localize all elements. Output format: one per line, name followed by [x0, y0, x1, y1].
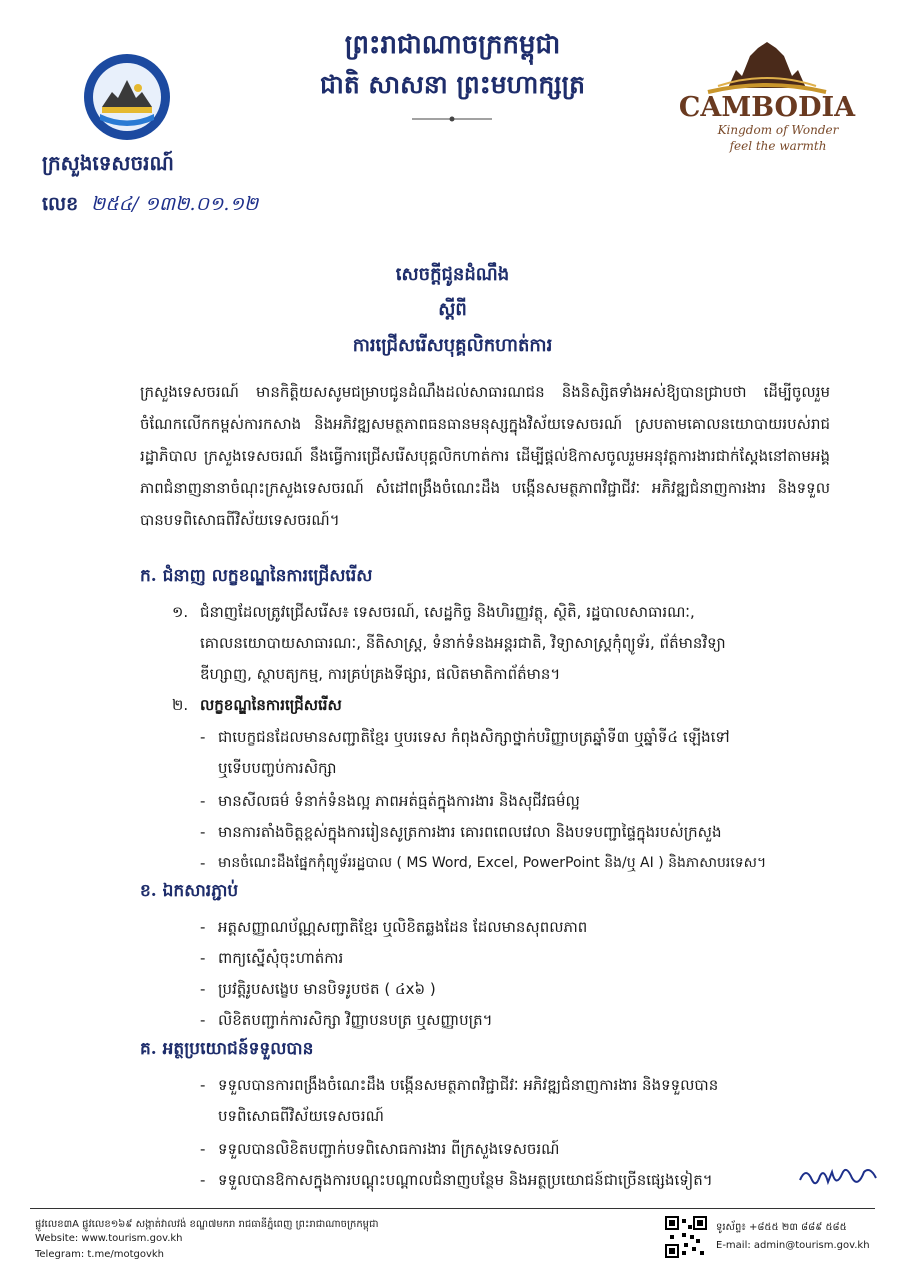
requirement-4: មានចំណេះដឹងផ្នែកកុំព្យូទ័ររដ្ឋបាល ( MS Word, Excel, PowerPoint និង/ឬ AI ) និងភាសាបរទេស។ — [218, 855, 767, 871]
document-3: ប្រវត្តិរូបសង្ខេប មានបិទរូបថត ( ៤x៦ ) — [218, 980, 436, 998]
skills-line-1: ជំនាញដែលត្រូវជ្រើសរើស៖ ទេសចរណ៍, សេដ្ឋកិច្ច និងហិរញ្ញវត្ថុ, ស្ថិតិ, រដ្ឋបាលសាធារណៈ, — [200, 603, 695, 621]
notice-subject: ការជ្រើសរើសបុគ្គលិកហាត់ការ — [352, 335, 553, 356]
intro-paragraph: ក្រសួងទេសចរណ៍ មានកិត្តិយសសូមជម្រាបជូនដំណឹងដល់សាធារណជន និងនិស្សិតទាំងអស់ឱ្យបានជ្រាបថា ដើម្បីចូលរួមចំណែកលើកកម្ពស់ការកសាង និងអភិវឌ្ឍសមត្ថភាពធនធានមនុស្សក្នុងវិស័យទេសចរណ៍ ស្របតាមគោលនយោបាយរបស់រាជរដ្ឋាភិបាល ក្រសួងទេសចរណ៍ នឹងធ្វើការជ្រើសរើសបុគ្គលិកហាត់ការ ដើម្បីផ្តល់ឱកាសចូលរួមអនុវត្តការងារជាក់ស្តែងនៅតាមអង្គភាពជំនាញនានាចំណុះក្រសួងទេសចរណ៍ សំដៅពង្រឹងចំណេះដឹង បង្កើនសមត្ថភាពវិជ្ជាជីវៈ អភិវឌ្ឍជំនាញការងារ និងទទួលបានបទពិសោធពីវិស័យទេសចរណ៍។ — [140, 383, 830, 529]
ministry-logo — [82, 52, 172, 142]
document-number-value: ២៥៤/ ១៣២.០១.១២ — [90, 193, 259, 215]
item-number: ១. — [172, 603, 189, 621]
footer-telegram[interactable]: Telegram: t.me/motgovkh — [35, 1249, 165, 1260]
national-motto: ជាតិ សាសនា ព្រះមហាក្សត្រ — [320, 70, 585, 99]
bullet-dash: - — [200, 1140, 206, 1158]
bullet-dash: - — [200, 792, 206, 810]
requirement-3: មានការតាំងចិត្តខ្ពស់ក្នុងការរៀនសូត្រការងារ គោរពពេលវេលា និងបទបញ្ជាផ្ទៃក្នុងរបស់ក្រសួង — [218, 823, 722, 841]
signature-mark — [796, 1158, 886, 1198]
requirement-1-line-1: ជាបេក្ខជនដែលមានសញ្ជាតិខ្មែរ ឬបរទេស កំពុងសិក្សាថ្នាក់បរិញ្ញាបត្រឆ្នាំទី៣ ឬឆ្នាំទី៤ ឡើងទៅ — [218, 728, 730, 746]
benefit-3: ទទួលបានឱកាសក្នុងការបណ្តុះបណ្តាលជំនាញបន្ថែម និងអត្ថប្រយោជន៍ជាច្រើនផ្សេងទៀត។ — [218, 1171, 713, 1189]
document-4: លិខិតបញ្ជាក់ការសិក្សា វិញ្ញាបនបត្រ ឬសញ្ញាបត្រ។ — [218, 1011, 493, 1029]
skills-line-2: គោលនយោបាយសាធារណៈ, នីតិសាស្ត្រ, ទំនាក់ទំនងអន្តរជាតិ, វិទ្យាសាស្ត្រកុំព្យូទ័រ, ព័ត៌មានវិទ្យា — [200, 634, 726, 652]
document-number — [42, 192, 258, 220]
bullet-dash: - — [200, 918, 206, 936]
bullet-dash: - — [200, 1171, 206, 1189]
notice-title: សេចក្តីជូនដំណឹង — [395, 264, 510, 285]
section-c-heading: គ. អត្ថប្រយោជន៍ទទួលបាន — [140, 1039, 314, 1059]
bullet-dash: - — [200, 949, 206, 967]
benefit-1-line-1: ទទួលបានការពង្រឹងចំណេះដឹង បង្កើនសមត្ថភាពវិជ្ជាជីវៈ អភិវឌ្ឍជំនាញការងារ និងទទួលបាន — [218, 1076, 719, 1094]
qr-code-icon — [664, 1215, 708, 1259]
skills-line-3: ឌីហ្សាញ, ស្ថាបត្យកម្ម, ការគ្រប់គ្រងទីផ្សារ, ផលិតមាតិកាព័ត៌មាន។ — [200, 665, 561, 683]
kingdom-title: ព្រះរាជាណាចក្រកម្ពុជា — [344, 30, 561, 60]
bullet-dash: - — [200, 1011, 206, 1029]
benefit-2: ទទួលបានលិខិតបញ្ជាក់បទពិសោធការងារ ពីក្រសួងទេសចរណ៍ — [218, 1140, 560, 1158]
document-1: អត្តសញ្ញាណប័ណ្ណសញ្ជាតិខ្មែរ ឬលិខិតឆ្លងដែន ដែលមានសុពលភាព — [218, 918, 588, 936]
conditions-title: លក្ខខណ្ឌនៃការជ្រើសរើស — [200, 696, 342, 714]
requirement-2: មានសីលធម៌ ទំនាក់ទំនងល្អ ភាពអត់ធ្មត់ក្នុងការងារ និងសុជីវធម៌ល្អ — [218, 792, 580, 810]
brand-name: CAMBODIA — [678, 92, 856, 123]
brand-tagline-warmth: feel the warmth — [729, 139, 827, 153]
document-2: ពាក្យស្នើសុំចុះហាត់ការ — [218, 949, 344, 967]
section-a-heading: ក. ជំនាញ លក្ខខណ្ឌនៃការជ្រើសរើស — [140, 566, 373, 586]
notice-subtitle-regarding: ស្តីពី — [438, 299, 467, 320]
requirement-1-line-2: ឬទើបបញ្ចប់ការសិក្សា — [218, 759, 337, 777]
ornament-divider — [412, 114, 492, 124]
bullet-dash: - — [200, 854, 206, 872]
benefit-1-line-2: បទពិសោធពីវិស័យទេសចរណ៍ — [218, 1107, 384, 1125]
section-b-heading: ខ. ឯកសារភ្ជាប់ — [140, 881, 239, 901]
bullet-dash: - — [200, 980, 206, 998]
bullet-dash: - — [200, 728, 206, 746]
ministry-name: ក្រសួងទេសចរណ៍ — [42, 151, 174, 175]
footer-address: ផ្លូវលេខ៣A ផ្លូវលេខ១៦៩ សង្កាត់វាលវង់ ខណ្ឌ៧មករា រាជធានីភ្នំពេញ ព្រះរាជាណាចក្រកម្ពុជា — [35, 1219, 379, 1230]
brand-tagline-wonder: Kingdom of Wonder — [717, 123, 839, 137]
footer-phone: ទូរស័ព្ទ៖ +៨៥៥ ២៣ ៨៨៩ ៥៨៥ — [716, 1222, 847, 1233]
footer-email[interactable]: E-mail: admin@tourism.gov.kh — [716, 1240, 870, 1251]
document-number-label: លេខ — [42, 193, 79, 215]
footer-divider — [30, 1208, 875, 1209]
bullet-dash: - — [200, 1076, 206, 1094]
bullet-dash: - — [200, 823, 206, 841]
footer-website[interactable]: Website: www.tourism.gov.kh — [35, 1233, 183, 1244]
item-number: ២. — [172, 696, 189, 714]
cambodia-brand-logo — [668, 40, 866, 158]
